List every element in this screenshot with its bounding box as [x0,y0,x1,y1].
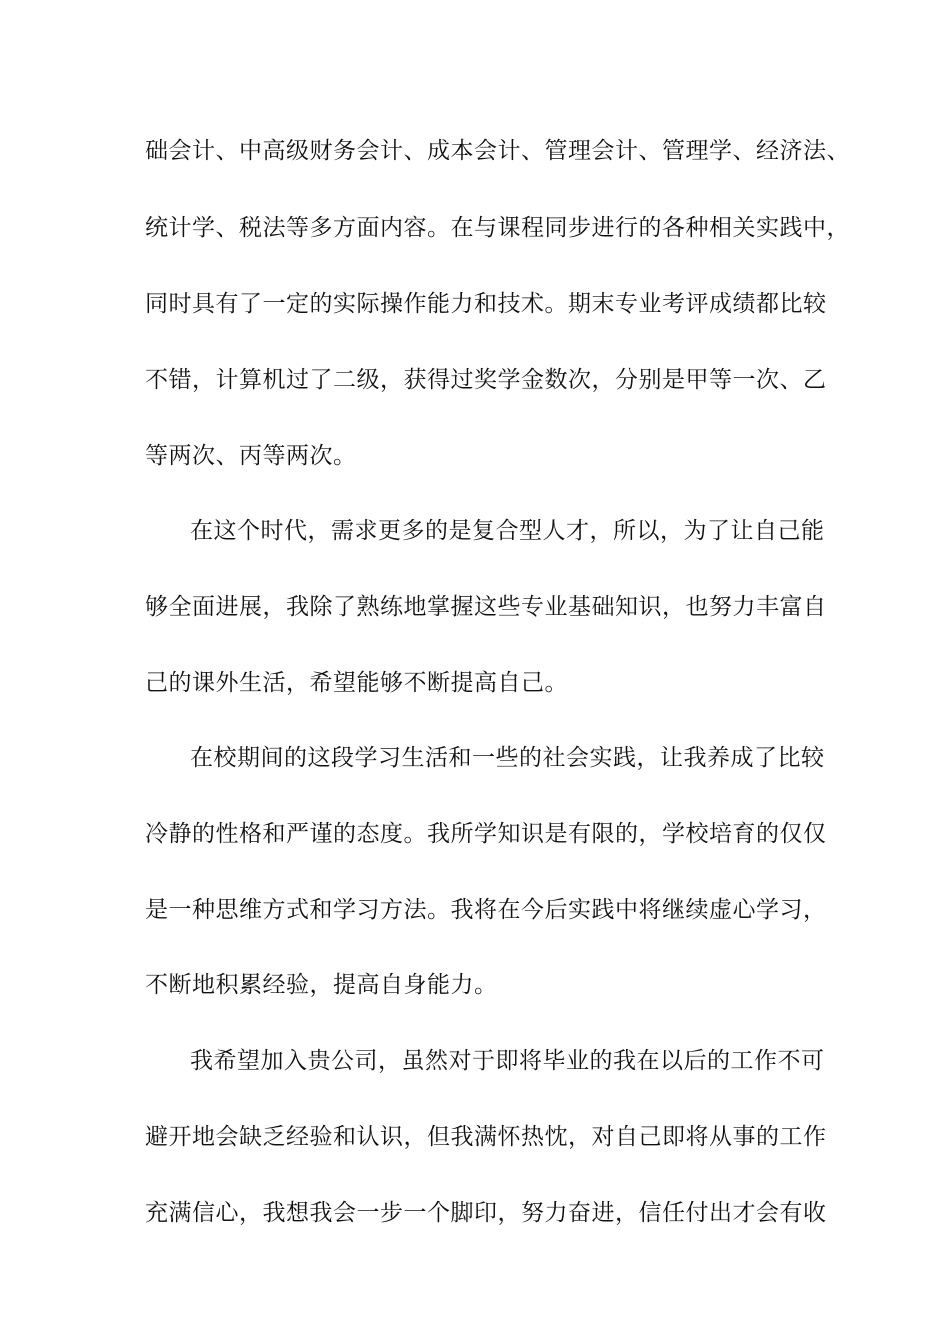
paragraph-first-line: 我希望加入贵公司，虽然对于即将毕业的我在以后的工作不可 [190,1048,825,1074]
text-line: 统计学、税法等多方面内容。在与课程同步进行的各种相关实践中， [145,215,850,241]
text-line: 充满信心，我想我会一步一个脚印，努力奋进，信任付出才会有收 [145,1200,827,1226]
text-line: 不断地积累经验，提高自身能力。 [145,972,498,998]
text-line: 同时具有了一定的实际操作能力和技术。期末专业考评成绩都比较 [145,291,827,317]
text-line: 不错，计算机过了二级，获得过奖学金数次，分别是甲等一次、乙 [145,367,827,393]
text-line: 是一种思维方式和学习方法。我将在今后实践中将继续虚心学习， [145,897,827,923]
paragraph-first-line: 在校期间的这段学习生活和一些的社会实践，让我养成了比较 [190,745,825,771]
text-line: 够全面进展，我除了熟练地掌握这些专业基础知识，也努力丰富自 [145,594,827,620]
text-line: 等两次、丙等两次。 [145,443,357,469]
text-line: 避开地会缺乏经验和认识，但我满怀热忱，对自己即将从事的工作 [145,1124,827,1150]
text-line: 己的课外生活，希望能够不断提高自己。 [145,670,568,696]
text-line: 础会计、中高级财务会计、成本会计、管理会计、管理学、经济法、 [145,138,850,164]
paragraph-first-line: 在这个时代，需求更多的是复合型人才，所以，为了让自己能 [190,518,825,544]
text-line: 冷静的性格和严谨的态度。我所学知识是有限的，学校培育的仅仅 [145,821,827,847]
